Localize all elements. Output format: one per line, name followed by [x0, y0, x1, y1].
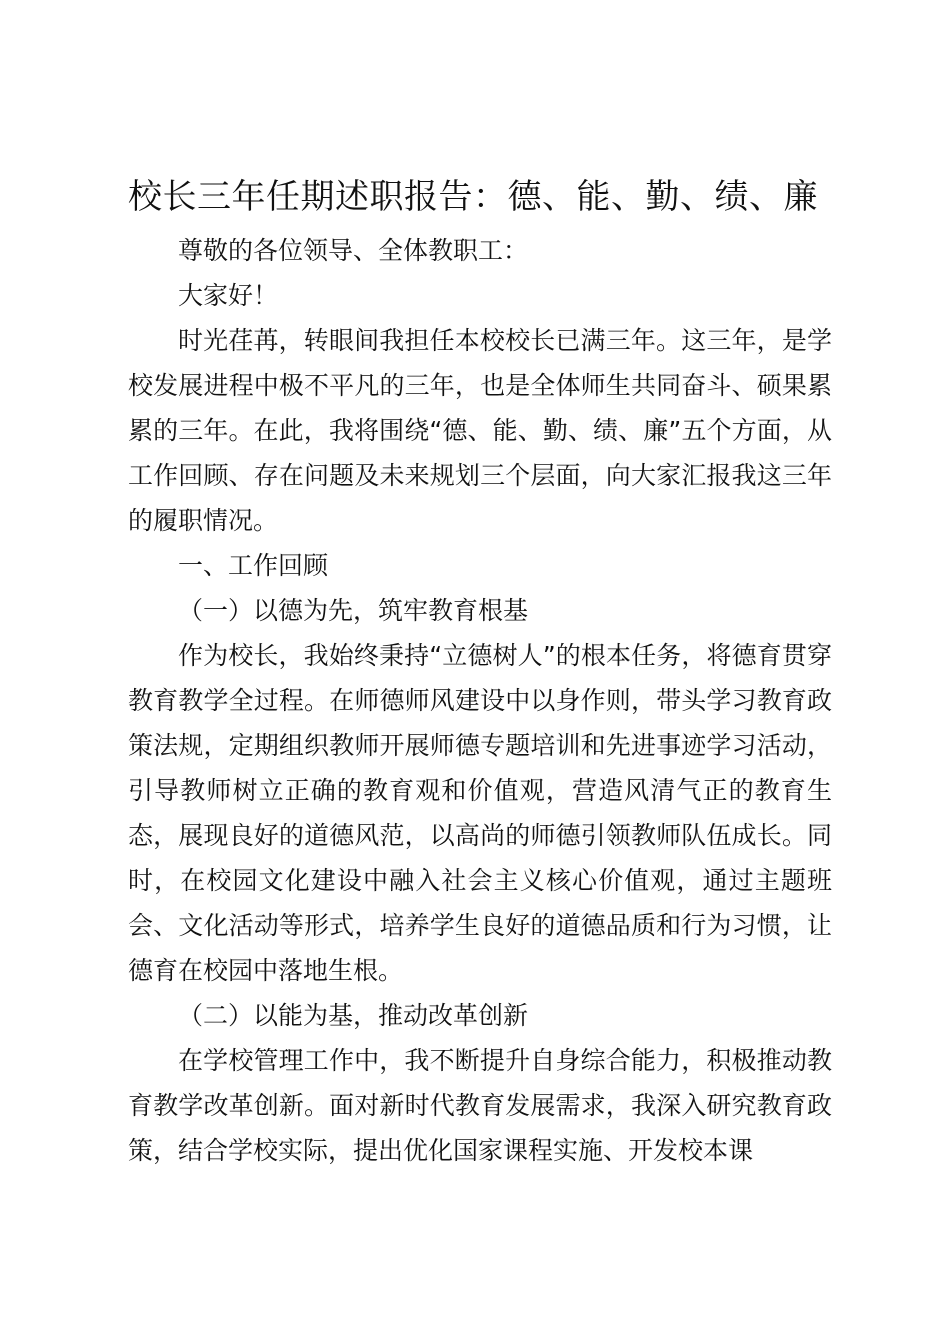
subsection-heading-2: （二）以能为基，推动改革创新	[178, 1001, 529, 1030]
greeting: 大家好！	[178, 281, 279, 310]
section-heading-1: 一、工作回顾	[178, 551, 329, 580]
body-paragraph-2: 在学校管理工作中，我不断提升自身综合能力，积极推动教育教学改革创新。面对新时代教育发展需求，我深入研究教育政策，结合学校实际，提出优化国家课程实施、开发校本课	[128, 1046, 832, 1165]
salutation: 尊敬的各位领导、全体教职工：	[178, 236, 529, 265]
document-title: 校长三年任期述职报告：德、能、勤、绩、廉	[128, 177, 818, 217]
document-page	[128, 170, 832, 1173]
intro-paragraph: 时光荏苒，转眼间我担任本校校长已满三年。这三年，是学校发展进程中极不平凡的三年，也是全体师生共同奋斗、硕果累累的三年。在此，我将围绕“德、能、勤、绩、廉”五个方面，从工作回顾、存在问题及未来规划三个层面，向大家汇报我这三年的履职情况。	[128, 326, 832, 535]
body-paragraph-1: 作为校长，我始终秉持“立德树人”的根本任务，将德育贯穿教育教学全过程。在师德师风建设中以身作则，带头学习教育政策法规，定期组织教师开展师德专题培训和先进事迹学习活动，引导教师树立正确的教育观和价值观，营造风清气正的教育生态，展现良好的道德风范，以高尚的师德引领教师队伍成长。同时，在校园文化建设中融入社会主义核心价值观，通过主题班会、文化活动等形式，培养学生良好的道德品质和行为习惯，让德育在校园中落地生根。	[128, 641, 832, 985]
subsection-heading-1: （一）以德为先，筑牢教育根基	[178, 596, 529, 625]
